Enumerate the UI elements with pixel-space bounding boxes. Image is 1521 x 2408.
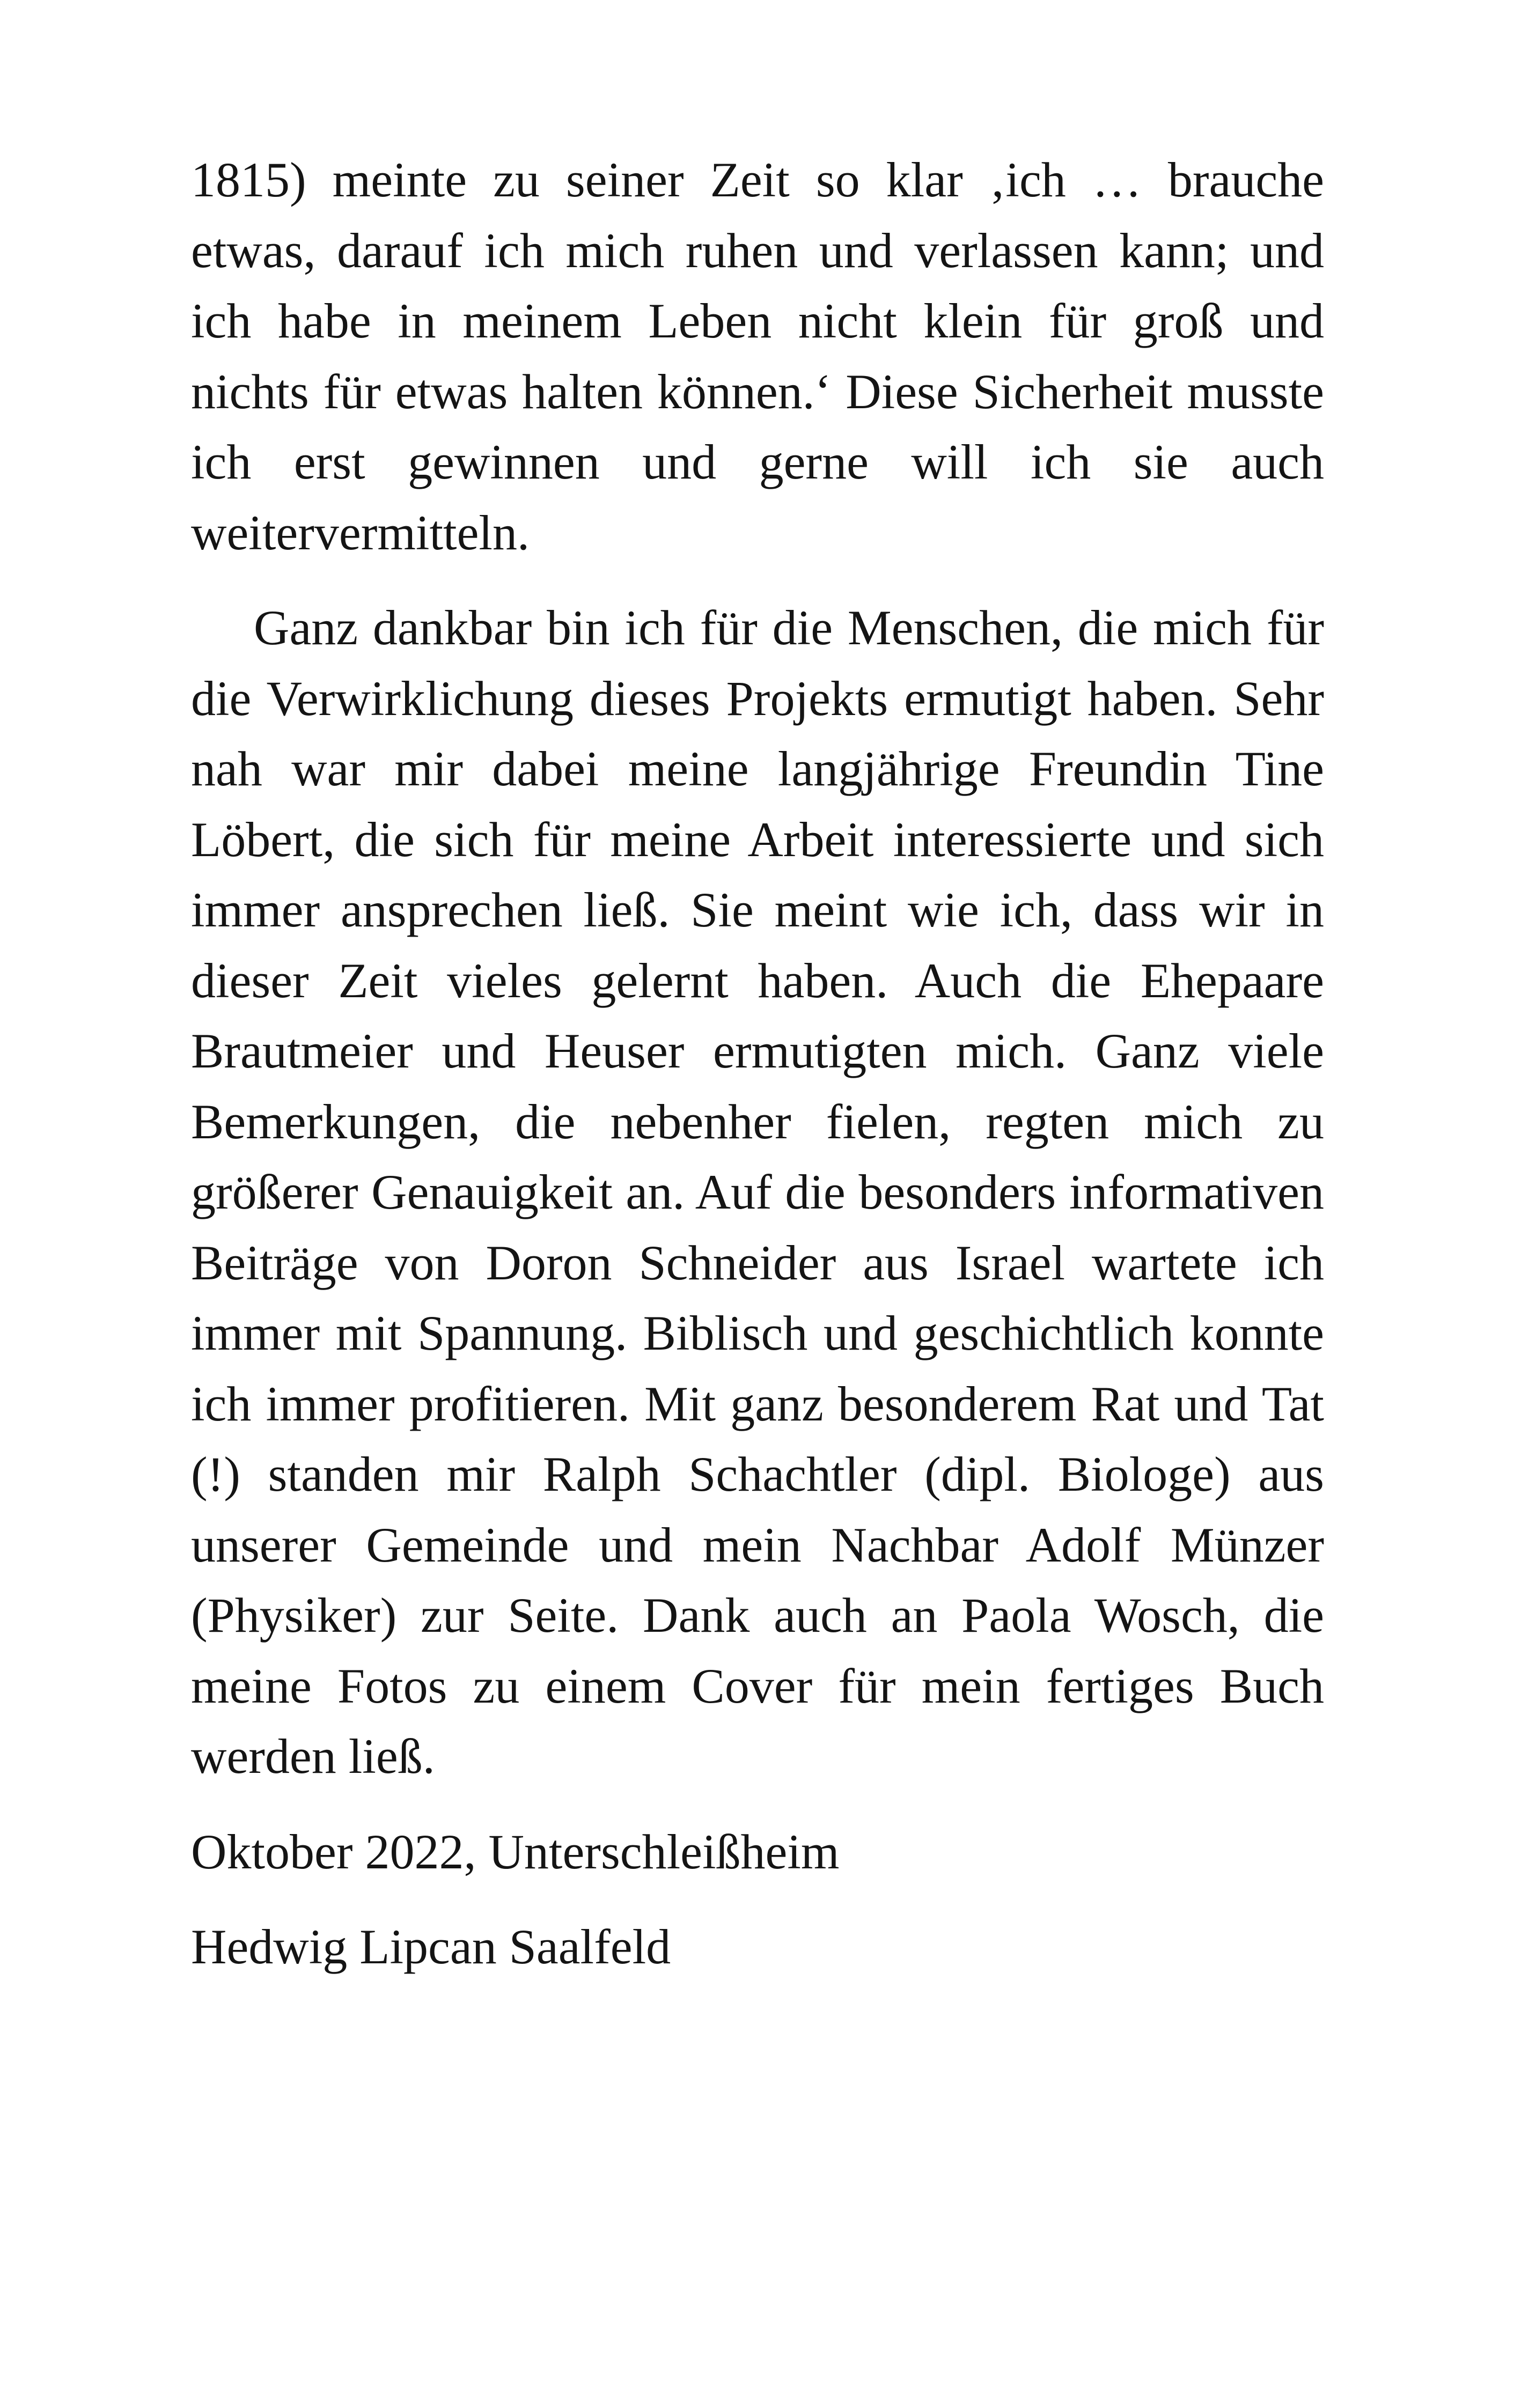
date-place-line: Oktober 2022, Unterschleißheim [191, 1824, 840, 1879]
paragraph-acknowledgements: Ganz dankbar bin ich für die Menschen, die mich für die Verwirklichung dieses Projekts ermutigt haben. Sehr nah war mir dabei meine langjährige Freundin Tine Löbert, die sich für meine Arbeit interessierte und sich immer ansprechen ließ. Sie meint wie ich, dass wir in dieser Zeit vieles gelernt haben. Auch die Ehepaare Brautmeier und Heuser ermutigten mich. Ganz viele Bemerkungen, die nebenher fielen, regten mich zu größerer Genauigkeit an. Auf die besonders informativen Beiträge von Doron Schneider aus Israel wartete ich immer mit Spannung. Biblisch und geschichtlich konnte ich immer profitieren. Mit ganz besonderem Rat und Tat (!) standen mir Ralph Schachtler (dipl. Biologe) aus unserer Gemeinde und mein Nachbar Adolf Münzer (Physiker) zur Seite. Dank auch an Paola Wosch, die meine Fotos zu einem Cover für mein fertiges Buch werden ließ. [191, 600, 1324, 1784]
author-signature: Hedwig Lipcan Saalfeld [191, 1919, 671, 1974]
paragraph-continued-quote: 1815) meinte zu seiner Zeit so klar ‚ich … brauche etwas, darauf ich mich ruhen und verlassen kann; und ich habe in meinem Leben nicht klein für groß und nichts für etwas halten können.‘ Diese Sicherheit musste ich erst gewinnen und gerne will ich sie auch weitervermitteln. [191, 152, 1324, 560]
page-text [191, 145, 1324, 1983]
